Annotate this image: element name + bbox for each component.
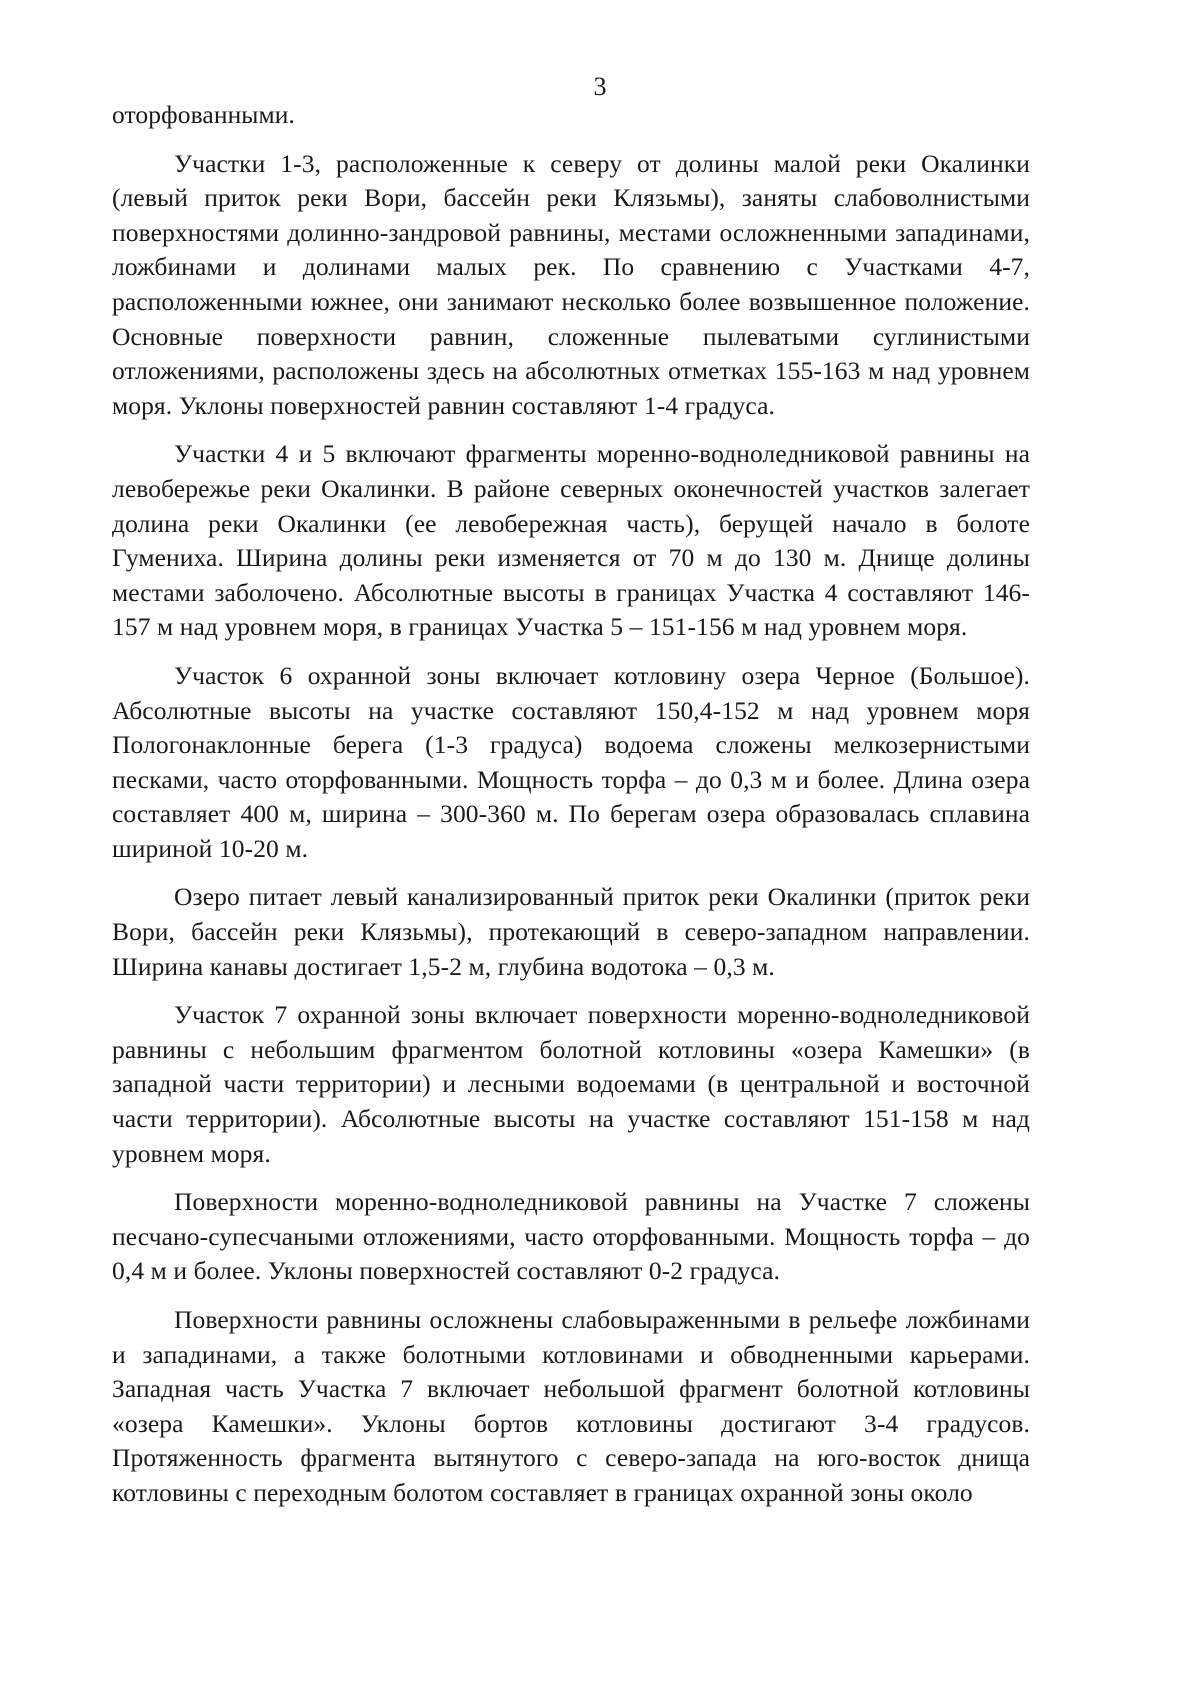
document-body <box>112 98 1030 1511</box>
paragraph-site-7: Участок 7 охранной зоны включает поверхности моренно-водноледниковой равнины с небольшим фрагментом болотной котловины «озера Камешки» (в западной части территории) и лесными водоемами (в центральной и восточной части территории). Абсолютные высоты на участке составляют 151-158 м над уровнем моря. <box>112 1000 1030 1168</box>
paragraph-lake-tributary: Озеро питает левый канализированный приток реки Окалинки (приток реки Вори, бассейн реки Клязьмы), протекающий в северо-западном направлении. Ширина канавы достигает 1,5-2 м, глубина водотока – 0,3 м. <box>112 882 1030 981</box>
paragraph-continuation: оторфованными. <box>112 100 296 129</box>
paragraph-sites-1-3: Участки 1-3, расположенные к северу от долины малой реки Окалинки (левый приток реки Вори, бассейн реки Клязьмы), заняты слабоволнистыми поверхностями долинно-зандровой равнины, местами осложненными западинами, ложбинами и долинами малых рек. По сравнению с Участками 4-7, расположенными южнее, они занимают несколько более возвышенное положение. Основные поверхности равнин, сложенные пылеватыми суглинистыми отложениями, расположены здесь на абсолютных отметках 155-163 м над уровнем моря. Уклоны поверхностей равнин составляют 1-4 градуса. <box>112 148 1030 420</box>
paragraph-site-7-surfaces: Поверхности моренно-водноледниковой равнины на Участке 7 сложены песчано-супесчаными отложениями, часто оторфованными. Мощность торфа – до 0,4 м и более. Уклоны поверхностей составляют 0-2 градуса. <box>112 1187 1030 1286</box>
paragraph-sites-4-5: Участки 4 и 5 включают фрагменты моренно-водноледниковой равнины на левобережье реки Окалинки. В районе северных оконечностей участков залегает долина реки Окалинки (ее левобережная часть), берущей начало в болоте Гумениха. Ширина долины реки изменяется от 70 м до 130 м. Днище долины местами заболочено. Абсолютные высоты в границах Участка 4 составляют 146-157 м над уровнем моря, в границах Участка 5 – 151-156 м над уровнем моря. <box>112 439 1030 642</box>
page-number: 3 <box>593 72 607 101</box>
paragraph-plain-relief: Поверхности равнины осложнены слабовыраженными в рельефе ложбинами и западинами, а также болотными котловинами и обводненными карьерами. Западная часть Участка 7 включает небольшой фрагмент болотной котловины «озера Камешки». Уклоны бортов котловины достигают 3-4 градусов. Протяженность фрагмента вытянутого с северо-запада на юго-восток днища котловины с переходным болотом составляет в границах охранной зоны около <box>112 1305 1030 1507</box>
paragraph-site-6: Участок 6 охранной зоны включает котловину озера Черное (Большое). Абсолютные высоты на участке составляют 150,4-152 м над уровнем моря Пологонаклонные берега (1-3 градуса) водоема сложены мелкозернистыми песками, часто оторфованными. Мощность торфа – до 0,3 м и более. Длина озера составляет 400 м, ширина – 300-360 м. По берегам озера образовалась сплавина шириной 10-20 м. <box>112 660 1030 863</box>
